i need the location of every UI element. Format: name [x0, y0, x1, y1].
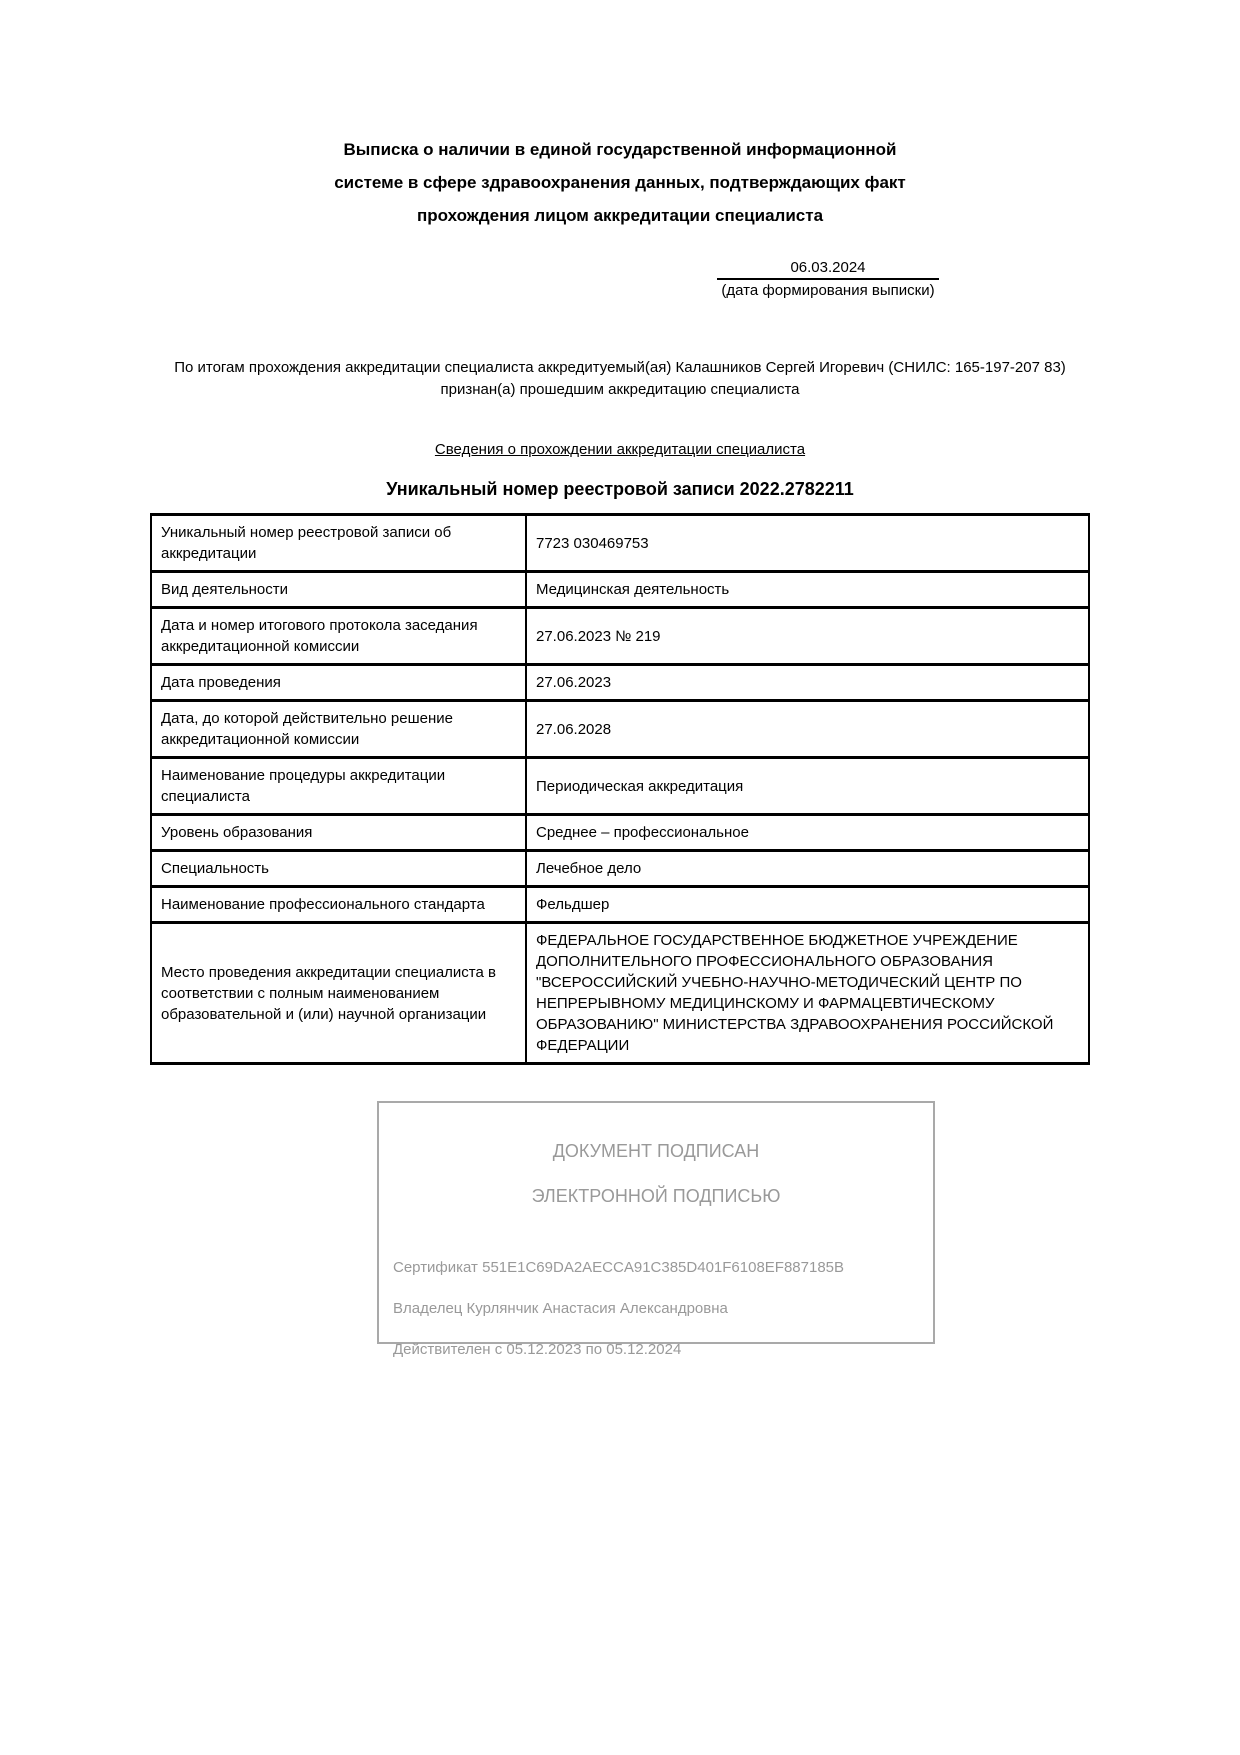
row-value: 7723 030469753	[526, 515, 1089, 572]
row-label: Дата и номер итогового протокола заседания аккредитационной комиссии	[151, 608, 526, 665]
section-heading: Сведения о прохождении аккредитации специалиста	[434, 441, 806, 458]
row-value: Лечебное дело	[526, 851, 1089, 887]
document-title-line: Выписка о наличии в единой государственной информационной	[343, 140, 897, 159]
table-row	[151, 851, 1089, 887]
signature-stamp	[377, 1101, 935, 1358]
stamp-title	[393, 1129, 919, 1219]
stamp-title-line: ЭЛЕКТРОННОЙ ПОДПИСЬЮ	[531, 1186, 781, 1206]
document-title-line: системе в сфере здравоохранения данных, подтверждающих факт	[334, 173, 906, 192]
registry-heading: Уникальный номер реестровой записи 2022.2782211	[386, 479, 854, 499]
row-value: 27.06.2023 № 219	[526, 608, 1089, 665]
intro-line: По итогам прохождения аккредитации специалиста аккредитуемый(ая) Калашников Сергей Игоревич (СНИЛС: 165-197-207 83)	[174, 359, 1066, 376]
row-value: Фельдшер	[526, 887, 1089, 923]
table-row	[151, 515, 1089, 572]
row-value: Периодическая аккредитация	[526, 758, 1089, 815]
row-label: Дата, до которой действительно решение аккредитационной комиссии	[151, 701, 526, 758]
table-row	[151, 701, 1089, 758]
owner-line: Владелец Курлянчик Анастасия Александровна	[393, 1300, 728, 1317]
intro-paragraph	[0, 357, 1240, 401]
certificate-line: Сертификат 551E1C69DA2AECCA91C385D401F6108EF887185B	[393, 1259, 845, 1276]
intro-line: признан(а) прошедшим аккредитацию специалиста	[440, 381, 800, 398]
accreditation-table	[150, 513, 1090, 1065]
document-title	[270, 0, 970, 232]
row-value: ФЕДЕРАЛЬНОЕ ГОСУДАРСТВЕННОЕ БЮДЖЕТНОЕ УЧРЕЖДЕНИЕ ДОПОЛНИТЕЛЬНОГО ПРОФЕССИОНАЛЬНОГО ОБРАЗОВАНИЯ "ВСЕРОССИЙСКИЙ УЧЕБНО-НАУЧНО-МЕТОДИЧЕСКИЙ ЦЕНТР ПО НЕПРЕРЫВНОМУ МЕДИЦИНСКОМУ И ФАРМАЦЕВТИЧЕСКОМУ ОБРАЗОВАНИЮ" МИНИСТЕРСТВА ЗДРАВООХРАНЕНИЯ РОССИЙСКОЙ ФЕДЕРАЦИИ	[526, 923, 1089, 1064]
extract-date-block	[678, 259, 978, 299]
row-label: Вид деятельности	[151, 572, 526, 608]
stamp-title-line: ДОКУМЕНТ ПОДПИСАН	[552, 1141, 760, 1161]
stamp-details	[393, 1259, 919, 1358]
row-label: Уровень образования	[151, 815, 526, 851]
row-value: Медицинская деятельность	[526, 572, 1089, 608]
row-value: Среднее – профессиональное	[526, 815, 1089, 851]
row-label: Специальность	[151, 851, 526, 887]
document-title-line: прохождения лицом аккредитации специалиста	[416, 206, 824, 225]
table-row	[151, 815, 1089, 851]
row-label: Наименование процедуры аккредитации специалиста	[151, 758, 526, 815]
row-label: Наименование профессионального стандарта	[151, 887, 526, 923]
row-label: Место проведения аккредитации специалиста в соответствии с полным наименованием образовательной и (или) научной организации	[151, 923, 526, 1064]
extract-date-value: 06.03.2024	[717, 259, 939, 280]
table-row	[151, 665, 1089, 701]
table-row	[151, 608, 1089, 665]
table-row	[151, 887, 1089, 923]
row-label: Дата проведения	[151, 665, 526, 701]
table-row	[151, 758, 1089, 815]
extract-date-caption: (дата формирования выписки)	[721, 282, 935, 299]
row-value: 27.06.2028	[526, 701, 1089, 758]
validity-line: Действителен с 05.12.2023 по 05.12.2024	[393, 1341, 682, 1358]
table-row	[151, 923, 1089, 1064]
table-row	[151, 572, 1089, 608]
row-label: Уникальный номер реестровой записи об аккредитации	[151, 515, 526, 572]
row-value: 27.06.2023	[526, 665, 1089, 701]
